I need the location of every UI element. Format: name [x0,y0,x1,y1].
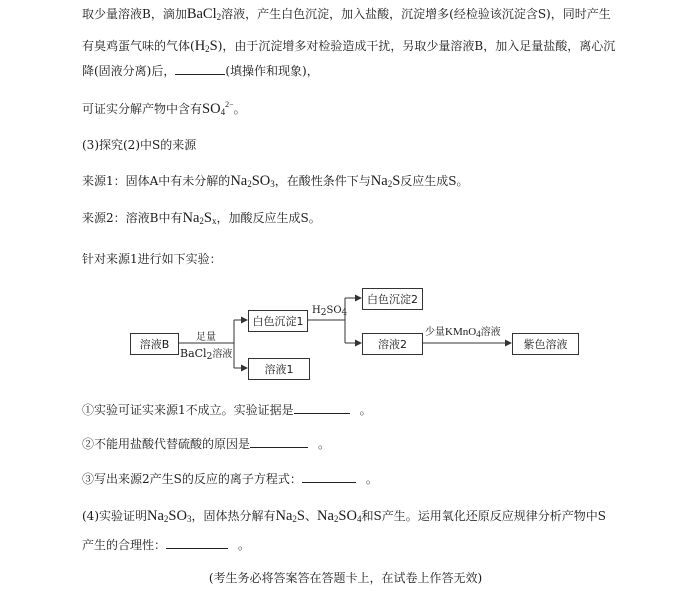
paragraph-line-3 [82,62,319,79]
text: 。 [238,538,251,552]
text: ①实验可证实来源1不成立。实验证据是 [82,403,294,417]
box-solution-1: 溶液1 [248,358,310,380]
text: )，由于沉淀增多对检验造成干扰，另取少量溶液B，加入足量盐酸，离心沉 [217,39,616,53]
chem-na2s: $Na_2S$ [370,173,401,189]
paragraph-line-2 [82,38,615,57]
paragraph-line-4 [82,97,246,120]
text: ②不能用盐酸代替硫酸的原因是 [82,437,251,451]
question-2 [82,435,330,452]
text: 降(固液分离)后， [82,64,176,78]
text: 溶液，产生白色沉淀，加入盐酸，沉淀增多(经检验该沉淀含S)，同时产生 [221,7,611,21]
chem-bacl2: BaCl$_2$ [186,6,222,22]
reagent-bottom-label: BaCl$_2$溶液 [180,347,233,362]
chem-h2s: $H_2S$ [194,38,218,54]
paragraph-line-1 [82,6,611,25]
text: 有臭鸡蛋气味的气体( [82,39,195,53]
text: 、 [304,509,317,523]
text: 取少量溶液B，滴加 [82,7,187,21]
source-2 [82,210,321,229]
chem-na2so3: $Na_2SO_3$ [147,508,192,524]
text: 可证实分解产物中含有 [82,101,203,116]
box-purple-solution: 紫色溶液 [512,333,579,355]
answer-blank-1[interactable] [294,401,350,414]
experiment-intro: 针对来源1进行如下实验： [82,252,222,266]
box-solution-b: 溶液B [130,333,179,355]
question-1 [82,401,372,418]
chem-na2so3: $Na_2SO_3$ [230,173,275,189]
text: ，固体热分解有 [191,509,276,523]
q4-line-1 [82,508,606,527]
chem-na2so4: $Na_2SO_4$ [317,508,362,524]
chem-so4: $SO_4^{2-}$ [202,100,234,117]
q3-heading: (3)探究(2)中S的来源 [82,138,197,152]
text: 。 [359,403,372,417]
q4-line-2 [82,536,250,553]
box-white-precipitate-1: 白色沉淀1 [248,310,308,332]
kmno4-label: 少量KMnO$_4$溶液 [425,326,501,339]
answer-blank-4[interactable] [166,536,228,549]
reagent-top-label: 足量 [196,332,216,343]
box-solution-2: 溶液2 [362,333,423,355]
text: 来源2：溶液B中有 [82,211,183,225]
box-white-precipitate-2: 白色沉淀2 [362,288,423,310]
answer-blank-3[interactable] [302,470,356,483]
text: (4)实验证明 [82,509,147,523]
text: 。 [365,472,378,486]
text: ，加酸反应生成S。 [216,211,321,225]
text: 。 [318,437,331,451]
footer-note: (考生务必将答案答在答题卡上，在试卷上作答无效) [208,571,483,585]
chem-na2sx: $Na_2S_x$ [182,210,217,226]
chem-na2s: $Na_2S$ [275,508,305,524]
text: 产生的合理性： [82,538,167,552]
answer-blank[interactable] [175,62,225,75]
text: ，在酸性条件下与 [274,174,371,188]
text: 和S产生。运用氧化还原反应规律分析产物中S [361,509,606,523]
text: ③写出来源2产生S的反应的离子方程式： [82,472,302,486]
acid-label: $H_2SO_4$ [312,305,348,318]
source-1 [82,173,469,192]
answer-blank-2[interactable] [250,435,308,448]
text: (填操作和现象)， [225,64,319,78]
text: 。 [233,101,246,116]
question-3 [82,470,378,487]
text: 反应生成S。 [400,174,469,188]
text: 来源1：固体A中有未分解的 [82,174,231,188]
